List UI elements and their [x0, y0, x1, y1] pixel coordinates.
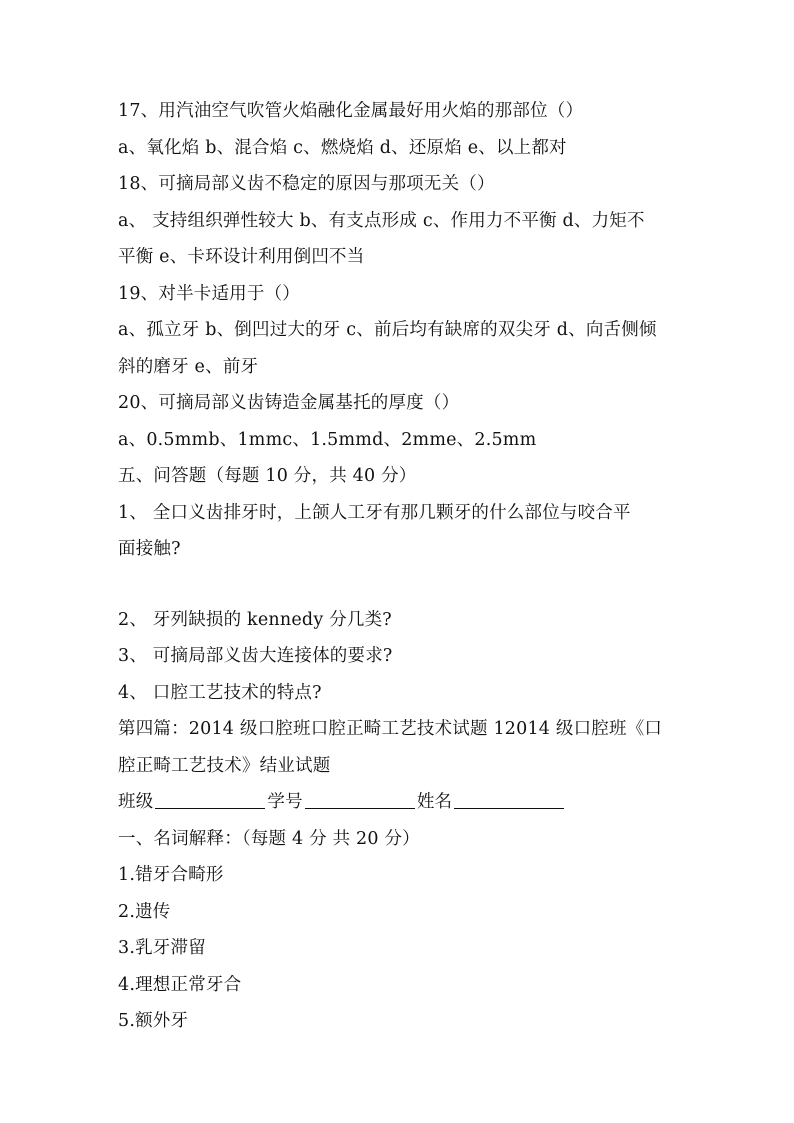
question-18-options-line-1: a、 支持组织弹性较大 b、有支点形成 c、作用力不平衡 d、力矩不 [118, 210, 645, 231]
question-20-options: a、0.5mmb、1mmc、1.5mmd、2mme、2.5mm [118, 429, 537, 450]
name-label: 姓名 [416, 792, 453, 812]
question-20: 20、可摘局部义齿铸造金属基托的厚度（） [118, 393, 460, 413]
question-18-options-line-2: 平衡 e、卡环设计利用倒凹不当 [118, 247, 365, 267]
class-blank [155, 790, 265, 809]
part-4-title-line-2: 腔正畸工艺技术》结业试题 [118, 755, 331, 776]
question-19-options-line-2: 斜的磨牙 e、前牙 [118, 356, 259, 377]
student-id-blank [305, 790, 415, 809]
qa-3: 3、 可摘局部义齿大连接体的要求? [118, 646, 393, 666]
question-18: 18、可摘局部义齿不稳定的原因与那项无关（） [118, 174, 495, 194]
question-19-options-line-1: a、孤立牙 b、倒凹过大的牙 c、前后均有缺席的双尖牙 d、向舌侧倾 [118, 320, 657, 340]
term-4: 4.理想正常牙合 [118, 974, 242, 995]
section-1-title: 一、名词解释：（每题 4 分 共 20 分） [118, 828, 420, 849]
qa-1-line-2: 面接触? [118, 539, 181, 559]
qa-2: 2、 牙列缺损的 kennedy 分几类? [118, 609, 392, 630]
section-5-title: 五、问答题（每题 10 分，共 40 分） [118, 466, 417, 486]
question-17: 17、用汽油空气吹管火焰融化金属最好用火焰的那部位（） [118, 101, 584, 121]
student-info-row [118, 784, 683, 821]
qa-4: 4、 口腔工艺技术的特点? [118, 682, 322, 703]
question-19: 19、对半卡适用于（） [118, 283, 300, 304]
name-blank [454, 790, 564, 809]
term-2: 2.遗传 [118, 901, 171, 922]
term-5: 5.额外牙 [118, 1011, 189, 1031]
document-content [118, 93, 683, 1040]
question-17-options: a、氧化焰 b、混合焰 c、燃烧焰 d、还原焰 e、以上都对 [118, 137, 567, 158]
class-label: 班级 [118, 792, 154, 812]
qa-1-line-1: 1、 全口义齿排牙时，上颌人工牙有那几颗牙的什么部位与咬合平 [118, 502, 631, 523]
blank-gap [118, 568, 683, 602]
part-4-title-line-1: 第四篇：2014 级口腔班口腔正畸工艺技术试题 12014 级口腔班《口 [118, 719, 663, 739]
student-id-label: 学号 [267, 792, 303, 812]
term-3: 3.乳牙滞留 [118, 938, 206, 958]
term-1: 1.错牙合畸形 [118, 865, 224, 885]
